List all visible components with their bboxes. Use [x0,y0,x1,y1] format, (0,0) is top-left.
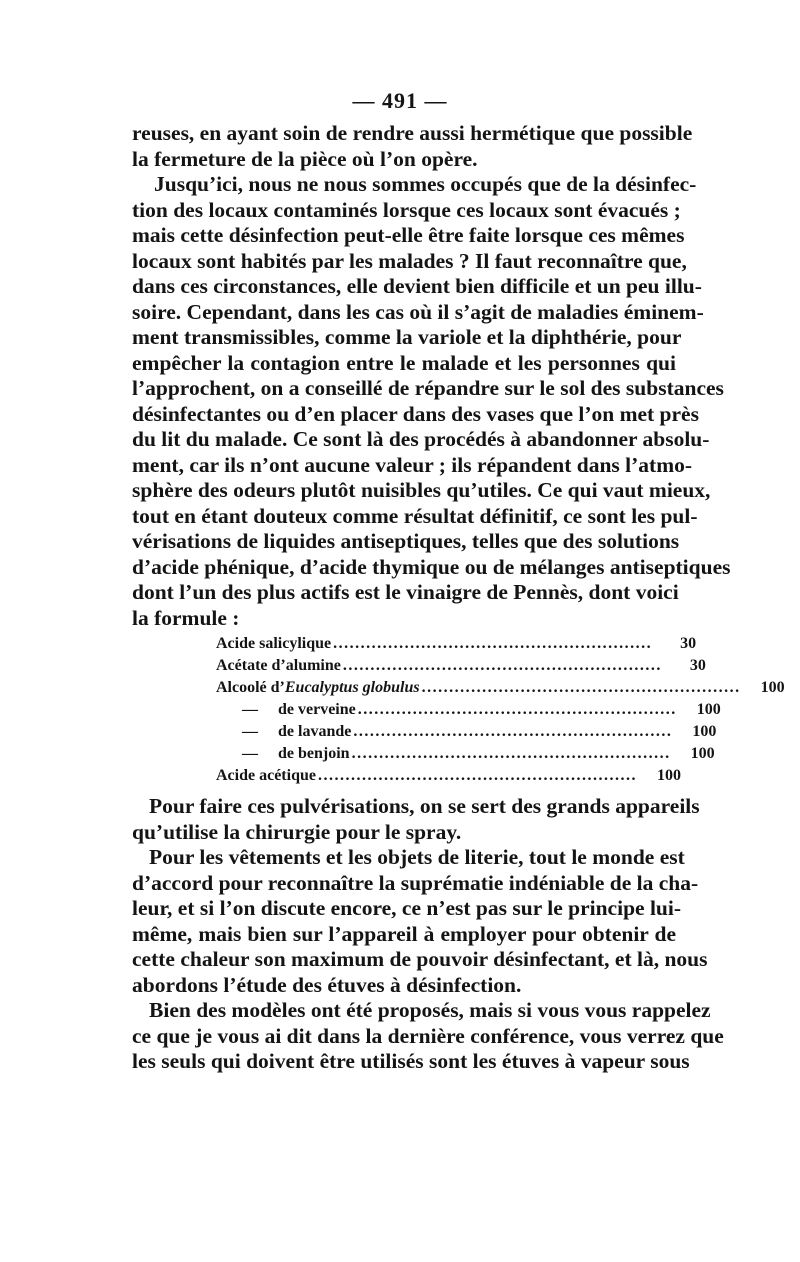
formula-row [216,699,721,721]
ingredient-quantity: 100 [696,701,721,718]
page-number: — 491 — [352,88,448,113]
text-line: l’approchent, on a conseillé de répandre sur le sol des substances [132,376,724,400]
formula-row [216,721,717,743]
ingredient-quantity: 100 [656,767,681,784]
ditto-dash: — [242,745,258,762]
text-line: ment transmissibles, comme la variole et la diphthérie, pour [132,325,682,349]
ingredient-name: Acide salicylique [216,635,332,652]
leader-dots: .......................................................... [353,723,673,740]
text-line: la fermeture de la pièce où l’on opère. [132,146,478,171]
text-line: Pour les vêtements et les objets de literie, tout le monde est [149,845,685,869]
text-line: ce que je vous ai dit dans la dernière conférence, vous verrez que [132,1023,724,1048]
text-line: sphère des odeurs plutôt nuisibles qu’utiles. Ce qui vaut mieux, [132,478,711,502]
text-line: soire. Cependant, dans les cas où il s’agit de maladies éminem- [132,299,704,324]
text-line: dont l’un des plus actifs est le vinaigre de Pennès, dont voici [132,580,679,604]
formula-row [216,743,715,765]
leader-dots: .......................................................... [351,745,671,762]
text-line: Pour faire ces pulvérisations, on se sert des grands appareils [149,794,700,818]
text-line: ment, car ils n’ont aucune valeur ; ils répandent dans l’atmo- [132,452,693,477]
text-line: Bien des modèles ont été proposés, mais si vous vous rappelez [149,998,711,1022]
leader-dots: .......................................................... [357,701,677,718]
text-line: tion des locaux contaminés lorsque ces locaux sont évacués ; [132,197,681,222]
formula-row [216,765,681,787]
text-line: vérisations de liquides antiseptiques, telles que des solutions [132,529,680,553]
text-line: locaux sont habités par les malades ? Il faut reconnaître que, [132,248,687,273]
formula-row [216,677,785,699]
formula-row [216,633,697,655]
text-line: tout en étant douteux comme résultat définitif, ce sont les pul- [132,503,698,528]
leader-dots: .......................................................... [342,657,662,674]
formula-row [216,655,706,677]
text-line: reuses, en ayant soin de rendre aussi hermétique que possible [132,121,693,145]
text-line: empêcher la contagion entre le malade et les personnes qui [132,350,676,375]
paragraph-block-bottom [132,794,724,1075]
text-line: la formule : [132,605,240,630]
ingredient-quantity: 100 [692,723,717,740]
text-line: qu’utilise la chirurgie pour le spray. [132,819,462,844]
leader-dots: .......................................................... [421,679,741,696]
ingredient-name: — de verveine [216,699,356,721]
text-line: cette chaleur son maximum de pouvoir désinfectant, et là, nous [132,947,708,971]
ingredient-quantity: 30 [689,657,706,674]
text-line: dans ces circonstances, elle devient bien difficile et un peu illu- [132,274,702,298]
ingredient-quantity: 100 [690,745,715,762]
ingredient-name: Alcoolé d’Eucalyptus globulus [216,679,420,696]
formula-table [216,633,785,787]
paragraph-block-top [132,121,731,631]
text-line: d’acide phénique, d’acide thymique ou de mélanges antiseptiques [132,554,731,579]
ingredient-name: — de lavande [216,721,351,743]
text-line: leur, et si l’on discute encore, ce n’est pas sur le principe lui- [132,896,682,920]
ingredient-quantity: 100 [760,679,785,696]
text-line: abordons l’étude des étuves à désinfection. [132,972,522,997]
text-line: désinfectantes ou d’en placer dans des vases que l’on met près [132,401,699,426]
ditto-dash: — [242,723,258,740]
text-line: du lit du malade. Ce sont là des procédés à abandonner absolu- [132,427,710,451]
ingredient-name: Acétate d’alumine [216,657,341,674]
ingredient-quantity: 30 [680,635,697,652]
ingredient-name: Acide acétique [216,767,316,784]
text-line: Jusqu’ici, nous ne nous sommes occupés que de la désinfec- [154,172,697,196]
leader-dots: .......................................................... [333,635,653,652]
text-line: mais cette désinfection peut-elle être faite lorsque ces mêmes [132,223,685,247]
text-line: d’accord pour reconnaître la suprématie indéniable de la cha- [132,870,699,895]
text-line: même, mais bien sur l’appareil à employer pour obtenir de [132,921,676,946]
ditto-dash: — [242,701,258,718]
text-line: les seuls qui doivent être utilisés sont les étuves à vapeur sous [132,1049,690,1073]
leader-dots: .......................................................... [317,767,637,784]
ingredient-name: — de benjoin [216,743,350,765]
